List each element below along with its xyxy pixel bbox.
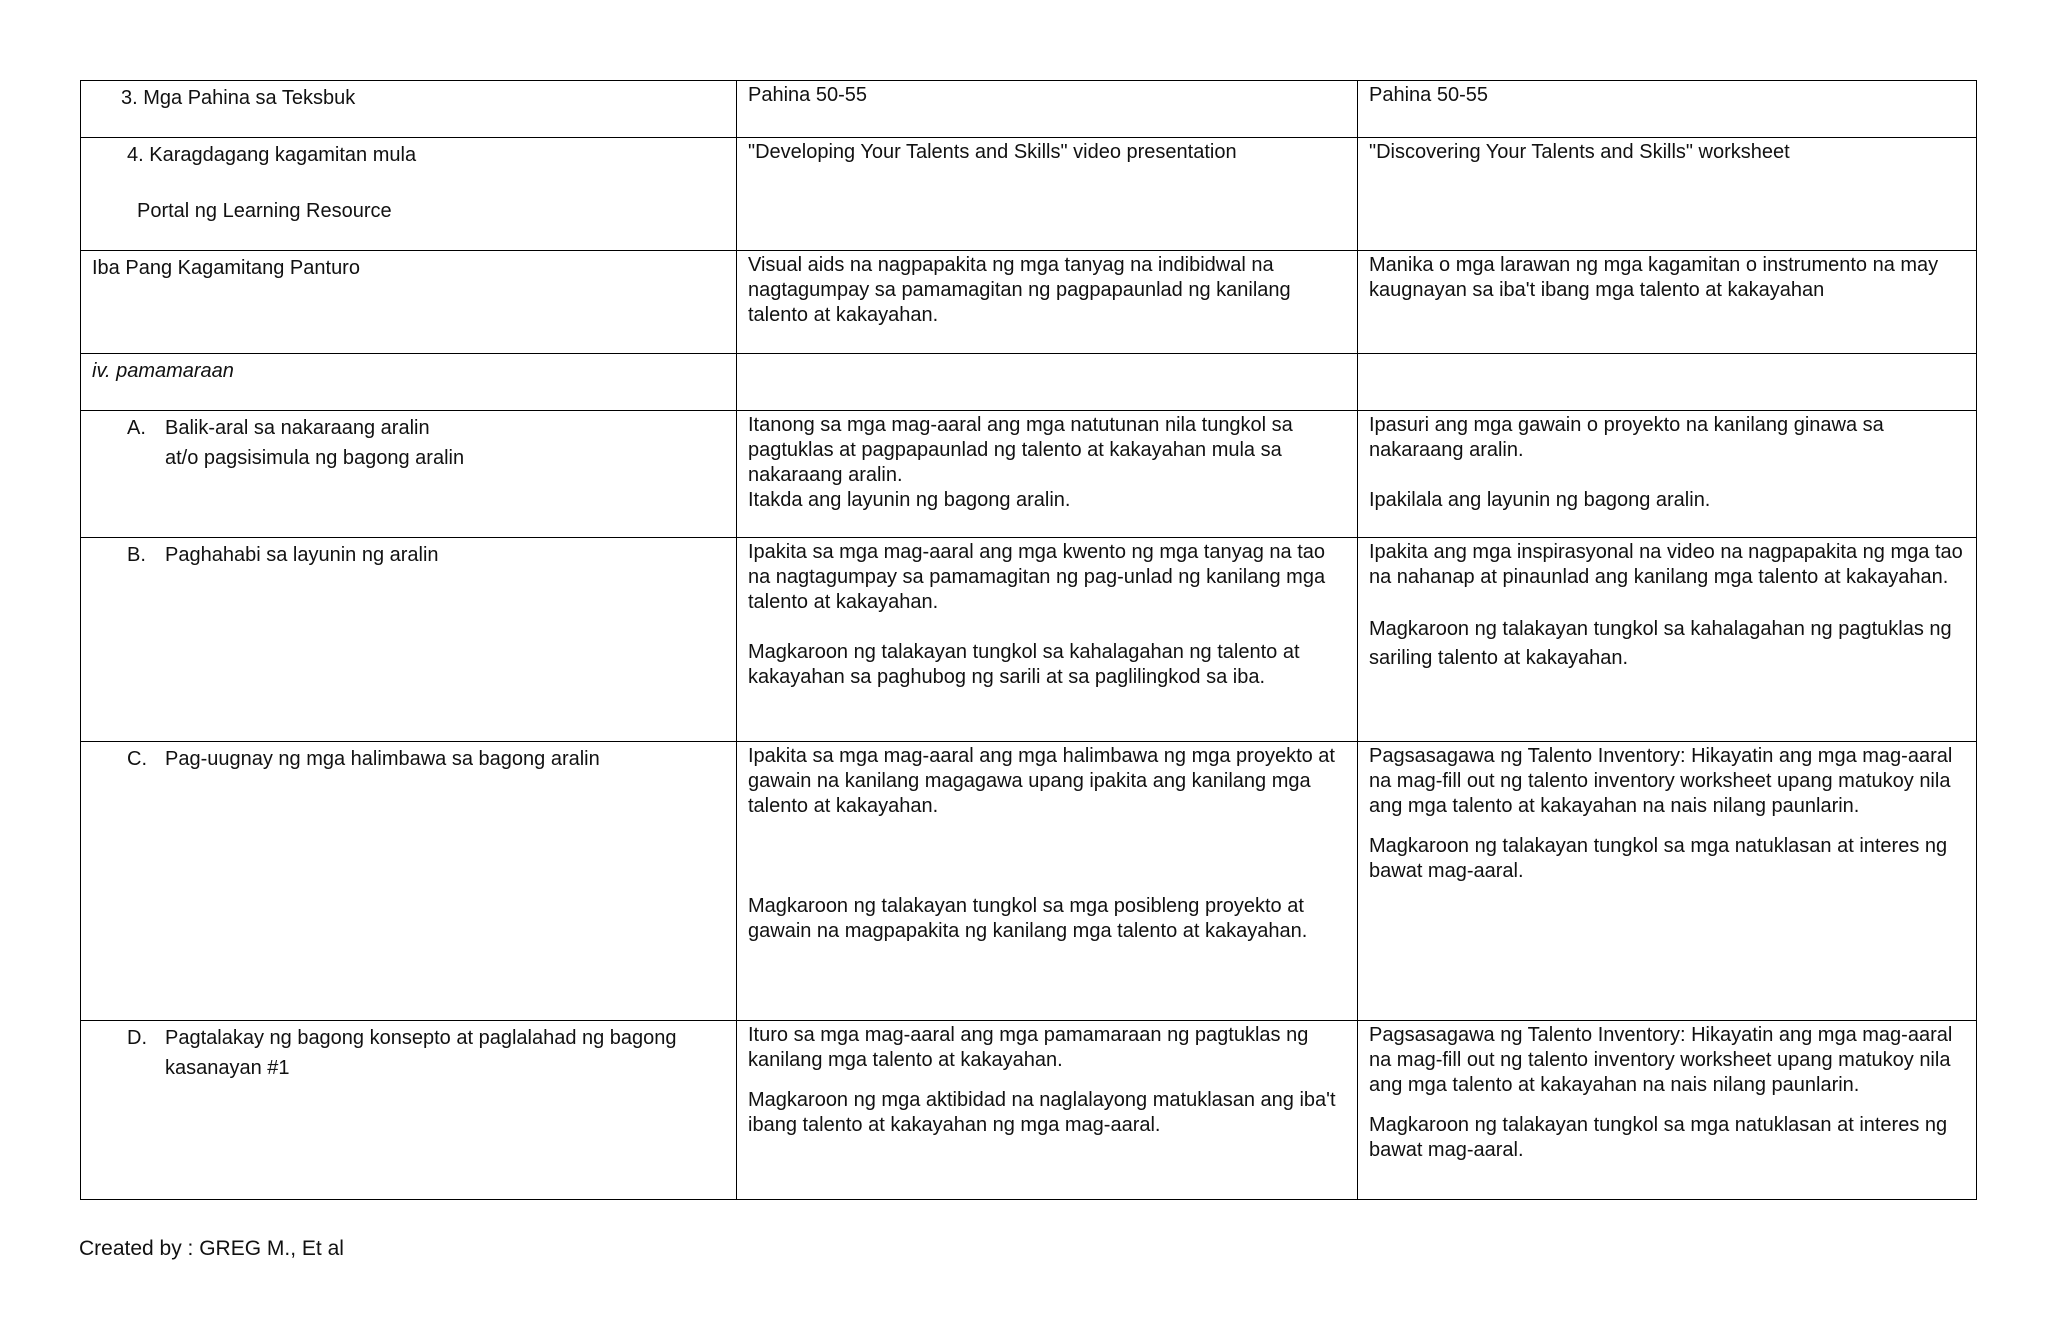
row-label: Paghahabi sa layunin ng aralin — [165, 544, 439, 566]
col3-cell — [1358, 411, 1977, 538]
col3-cell — [1358, 742, 1977, 1021]
cell-text: "Discovering Your Talents and Skills" worksheet — [1369, 141, 1790, 163]
col2-cell — [737, 1021, 1358, 1200]
col3-cell — [1358, 1021, 1977, 1200]
cell-paragraph-1: Pagsasagawa ng Talento Inventory: Hikayatin ang mga mag-aaral na mag-fill out ng talento inventory worksheet upang matukoy nila ang mga talento at kakayahan na nais nilang paunlarin. — [1369, 1024, 1953, 1096]
col2-cell — [737, 354, 1358, 411]
col3-cell — [1358, 138, 1977, 251]
table-row-a — [81, 411, 1977, 538]
row-label-line1: Balik-aral sa nakaraang aralin — [165, 417, 430, 439]
cell-text: Visual aids na nagpapakita ng mga tanyag na indibidwal na nagtagumpay sa pamamagitan ng pagpapaunlad ng kanilang talento at kakayahan. — [748, 254, 1291, 326]
row-letter: A. — [127, 417, 146, 439]
cell-paragraph-2: Magkaroon ng talakayan tungkol sa mga natuklasan at interes ng bawat mag-aaral. — [1369, 835, 1948, 882]
lesson-log-table — [80, 80, 1977, 1200]
table-row-d — [81, 1021, 1977, 1200]
col2-cell — [737, 138, 1358, 251]
col3-cell — [1358, 354, 1977, 411]
row-label-cell — [81, 411, 737, 538]
cell-text: Pahina 50-55 — [748, 84, 867, 106]
col3-cell — [1358, 251, 1977, 354]
row-label-cell — [81, 1021, 737, 1200]
row-label-line1: Pagtalakay ng bagong konsepto at paglalahad ng bagong — [165, 1027, 677, 1049]
cell-paragraph-2: Magkaroon ng talakayan tungkol sa mga natuklasan at interes ng bawat mag-aaral. — [1369, 1114, 1948, 1161]
cell-paragraph-1: Ipakita ang mga inspirasyonal na video na nagpapakita ng mga tao na nahanap at pinaunlad ang kanilang mga talento at kakayahan. — [1369, 541, 1963, 588]
cell-paragraph-2: Ipakilala ang layunin ng bagong aralin. — [1369, 489, 1711, 511]
table-row-other-materials — [81, 251, 1977, 354]
row-label-cell — [81, 251, 737, 354]
section-heading: iv. pamamaraan — [92, 360, 234, 382]
col2-cell — [737, 411, 1358, 538]
cell-paragraph-2: Magkaroon ng talakayan tungkol sa kahalagahan ng talento at kakayahan sa paghubog ng sarili at sa paglilingkod sa iba. — [748, 641, 1300, 688]
row-label-line1: 4. Karagdagang kagamitan mula — [127, 144, 417, 166]
col2-cell — [737, 742, 1358, 1021]
col2-cell — [737, 81, 1358, 138]
footer-credit: Created by : GREG M., Et al — [79, 1237, 344, 1260]
table-row-additional-materials — [81, 138, 1977, 251]
row-label-cell — [81, 138, 737, 251]
table-row-textbook-pages — [81, 81, 1977, 138]
col2-cell — [737, 251, 1358, 354]
row-label-cell — [81, 538, 737, 742]
col2-cell — [737, 538, 1358, 742]
cell-text: Manika o mga larawan ng mga kagamitan o instrumento na may kaugnayan sa iba't ibang mga talento at kakayahan — [1369, 254, 1939, 301]
cell-paragraph-2: Magkaroon ng talakayan tungkol sa mga posibleng proyekto at gawain na magpapakita ng kanilang mga talento at kakayahan. — [748, 895, 1308, 942]
row-letter: D. — [127, 1027, 147, 1049]
cell-paragraph-2: Itakda ang layunin ng bagong aralin. — [748, 489, 1071, 511]
table-row-c — [81, 742, 1977, 1021]
row-label-cell — [81, 354, 737, 411]
cell-paragraph-1: Ipasuri ang mga gawain o proyekto na kanilang ginawa sa nakaraang aralin. — [1369, 414, 1884, 461]
row-label-line2: at/o pagsisimula ng bagong aralin — [165, 447, 465, 469]
row-label: 3. Mga Pahina sa Teksbuk — [121, 87, 356, 109]
cell-paragraph-2: Magkaroon ng mga aktibidad na naglalayong matuklasan ang iba't ibang talento at kakayahan ng mga mag-aaral. — [748, 1089, 1336, 1136]
cell-paragraph-1: Pagsasagawa ng Talento Inventory: Hikayatin ang mga mag-aaral na mag-fill out ng talento inventory worksheet upang matukoy nila ang mga talento at kakayahan na nais nilang paunlarin. — [1369, 745, 1953, 817]
row-label: Pag-uugnay ng mga halimbawa sa bagong aralin — [165, 748, 600, 770]
row-label-line2: Portal ng Learning Resource — [137, 200, 392, 222]
cell-text: "Developing Your Talents and Skills" video presentation — [748, 141, 1237, 163]
table-row-procedure-heading — [81, 354, 1977, 411]
cell-paragraph-1: Ipakita sa mga mag-aaral ang mga kwento ng mga tanyag na tao na nagtagumpay sa pamamagitan ng pag-unlad ng kanilang mga talento at kakayahan. — [748, 541, 1326, 613]
col3-cell — [1358, 538, 1977, 742]
row-letter: C. — [127, 748, 147, 770]
cell-paragraph-1: Itanong sa mga mag-aaral ang mga natutunan nila tungkol sa pagtuklas at pagpapaunlad ng talento at kakayahan mula sa nakaraang aralin. — [748, 414, 1293, 486]
cell-text: Pahina 50-55 — [1369, 84, 1488, 106]
col3-cell — [1358, 81, 1977, 138]
cell-paragraph-2: Magkaroon ng talakayan tungkol sa kahalagahan ng pagtuklas ng sariling talento at kakayahan. — [1369, 618, 1952, 669]
row-letter: B. — [127, 544, 146, 566]
row-label-line2: kasanayan #1 — [165, 1057, 290, 1079]
cell-paragraph-1: Ituro sa mga mag-aaral ang mga pamamaraan ng pagtuklas ng kanilang mga talento at kakayahan. — [748, 1024, 1309, 1071]
row-label: Iba Pang Kagamitang Panturo — [92, 257, 360, 279]
table-row-b — [81, 538, 1977, 742]
row-label-cell — [81, 742, 737, 1021]
cell-paragraph-1: Ipakita sa mga mag-aaral ang mga halimbawa ng mga proyekto at gawain na kanilang magagawa upang ipakita ang kanilang mga talento at kakayahan. — [748, 745, 1335, 817]
row-label-cell — [81, 81, 737, 138]
